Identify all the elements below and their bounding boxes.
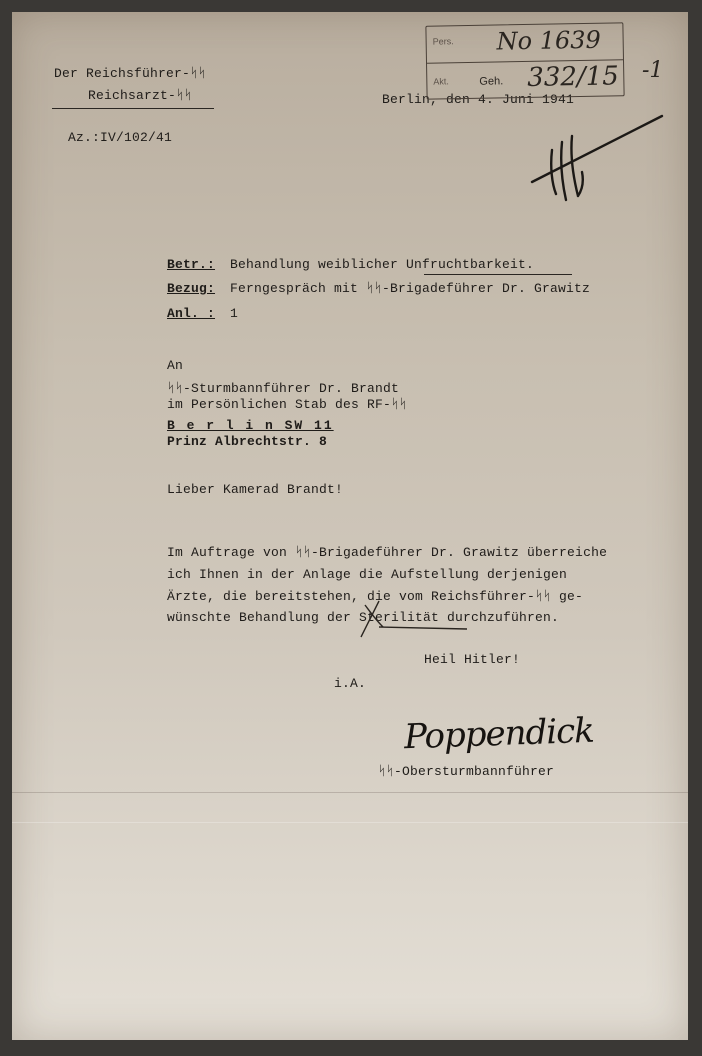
stamp-label-geh: Geh.: [479, 75, 504, 88]
betr-text: Behandlung weiblicher Unfruchtbarkeit.: [230, 257, 535, 272]
body-line-3: Ärzte, die bereitstehen, die vom Reichsführer-ᛋᛋ ge-: [167, 589, 584, 604]
signature: Poppendick: [403, 710, 595, 758]
anl-label: Anl. :: [167, 306, 216, 321]
sender-underline: [52, 108, 214, 109]
body-line-2: ich Ihnen in der Anlage die Aufstellung derjenigen: [167, 567, 568, 582]
signer-rank: ᛋᛋ-Obersturmbannführer: [378, 764, 555, 779]
ia-label: i.A.: [334, 676, 367, 691]
stamp-label-bottom: Akt.: [433, 76, 449, 87]
bezug-text: Ferngespräch mit ᛋᛋ-Brigadeführer Dr. Grawitz: [230, 281, 591, 296]
body-line-4: wünschte Behandlung der Sterilität durchzuführen.: [167, 610, 560, 625]
sender-line-1: Der Reichsführer-ᛋᛋ: [54, 66, 207, 81]
stamp-number-top: No 1639: [496, 25, 602, 56]
recipient-line-4: Prinz Albrechtstr. 8: [167, 434, 328, 449]
stamp-side-mark: -1: [642, 58, 664, 83]
betr-label: Betr.:: [167, 257, 216, 272]
reference-number: Az.:IV/102/41: [68, 130, 173, 145]
closing: Heil Hitler!: [424, 652, 521, 667]
recipient-line-2: im Persönlichen Stab des RF-ᛋᛋ: [167, 397, 408, 412]
stamp-number-bottom: 332/15: [527, 61, 620, 93]
anl-value: 1: [230, 306, 239, 321]
fold-line: [12, 792, 688, 793]
recipient-an: An: [167, 358, 184, 373]
handwritten-correction-mark: [357, 597, 477, 642]
recipient-line-1: ᛋᛋ-Sturmbannführer Dr. Brandt: [167, 381, 400, 396]
betr-handwritten-underline: [424, 274, 572, 275]
letter-page: [12, 12, 688, 1040]
registry-stamp: [425, 22, 624, 99]
initials-mark: [522, 122, 672, 212]
scan-line: [12, 822, 688, 823]
bezug-label: Bezug:: [167, 281, 216, 296]
stamp-label-top: Pers.: [432, 36, 454, 47]
body-line-1: Im Auftrage von ᛋᛋ-Brigadeführer Dr. Grawitz überreiche: [167, 545, 608, 560]
sender-line-2: Reichsarzt-ᛋᛋ: [88, 88, 193, 103]
salutation: Lieber Kamerad Brandt!: [167, 482, 344, 497]
recipient-line-3: B e r l i n SW 11: [167, 418, 334, 433]
date-line: Berlin, den 4. Juni 1941: [382, 92, 575, 107]
